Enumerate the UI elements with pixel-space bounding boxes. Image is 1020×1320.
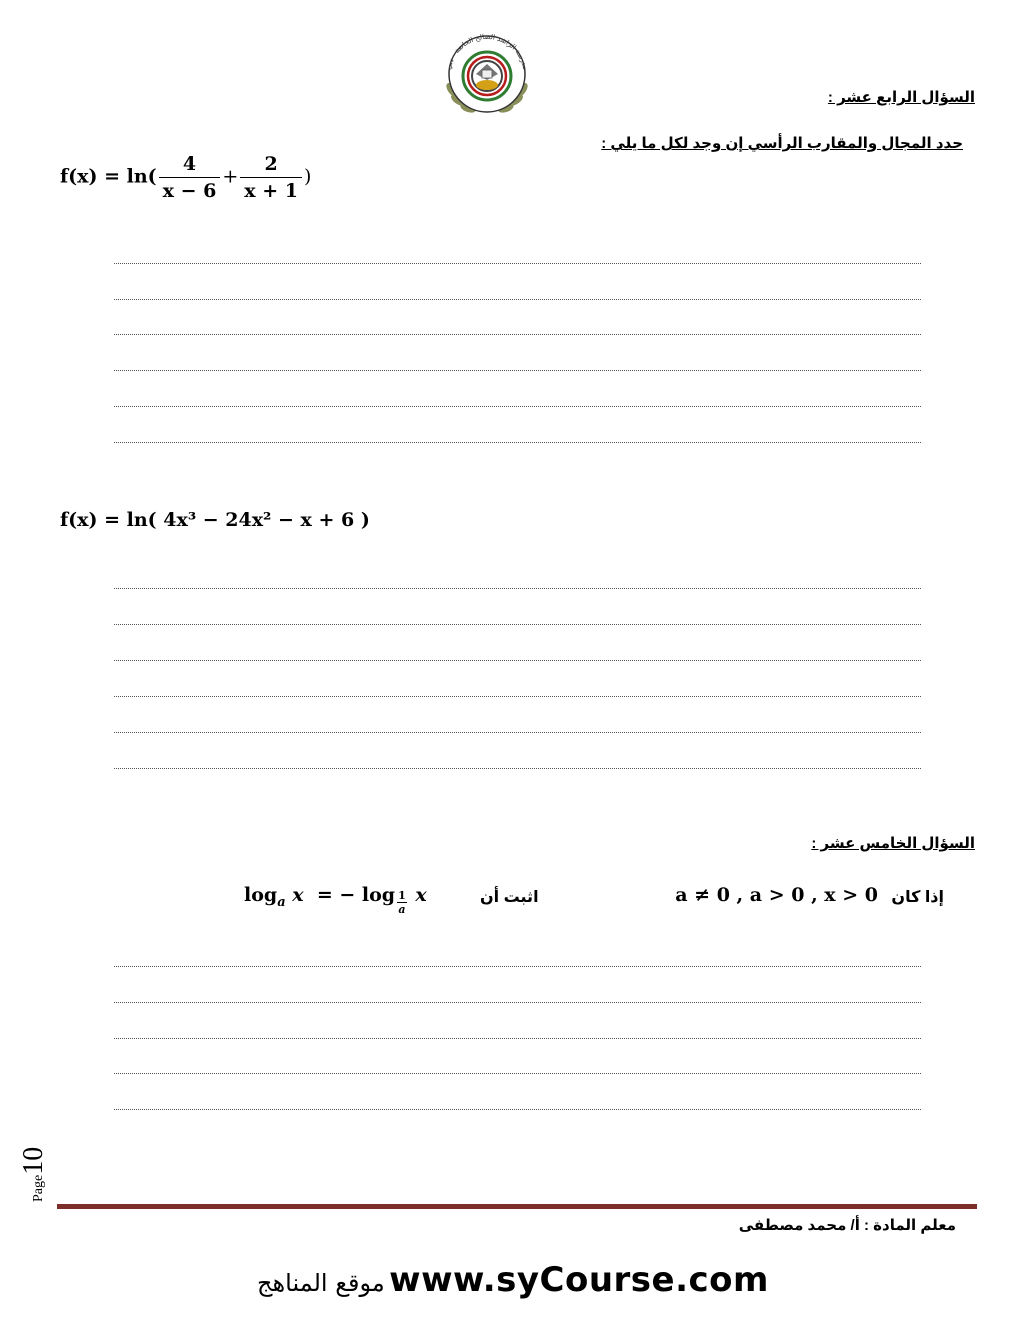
fraction-1-numerator: 4 <box>182 153 197 175</box>
function-2-formula: f(x) = ln( 4x³ − 24x² − x + 6 ) <box>60 509 370 531</box>
answer-line <box>114 263 921 264</box>
log-identity <box>244 884 427 916</box>
question-14-title: السؤال الرابع عشر : <box>827 89 975 106</box>
site-url[interactable]: www.syCourse.com <box>389 1260 769 1300</box>
question-14-instruction: حدد المجال والمقارب الرأسي إن وجد لكل ما يلي : <box>601 135 963 152</box>
page-number-value: 10 <box>18 1146 49 1175</box>
log-lhs-var: x <box>292 884 304 906</box>
conditions: a ≠ 0 , a > 0 , x > 0 <box>675 884 878 906</box>
log-lhs: log <box>244 884 278 906</box>
answer-line <box>114 1002 921 1003</box>
school-logo <box>438 30 536 118</box>
log-lhs-base: a <box>277 894 286 910</box>
fraction-2-denominator: x + 1 <box>240 177 302 202</box>
footer-rule <box>57 1204 977 1209</box>
answer-line <box>114 624 921 625</box>
log-rhs: log <box>361 884 396 906</box>
page-label: Page <box>31 1174 46 1202</box>
teacher-name: معلم المادة : أ/ محمد مصطفى <box>738 1217 956 1234</box>
answer-line <box>114 966 921 967</box>
svg-text:مدرسة الراشد الصالح الخاصة - د: مدرسة الراشد الصالح الخاصة - دبي <box>444 32 530 71</box>
function-1-formula <box>60 153 311 202</box>
fraction-2 <box>240 153 302 202</box>
log-rhs-var: x <box>415 884 427 906</box>
site-footer <box>0 1260 1020 1300</box>
answer-line <box>114 732 921 733</box>
school-seal-icon <box>438 30 536 118</box>
answer-line <box>114 334 921 335</box>
question-15-title: السؤال الخامس عشر : <box>811 835 975 852</box>
answer-line <box>114 1038 921 1039</box>
function-1-lhs: f(x) = ln( <box>60 165 157 188</box>
if-label: إذا كان <box>891 889 944 906</box>
answer-line <box>114 1109 921 1110</box>
answer-line <box>114 660 921 661</box>
fraction-1-denominator: x − 6 <box>159 177 221 202</box>
site-name: موقع المناهج <box>257 1269 385 1297</box>
answer-line <box>114 696 921 697</box>
page-number <box>12 1110 72 1210</box>
answer-line <box>114 588 921 589</box>
answer-line <box>114 1073 921 1074</box>
answer-line <box>114 370 921 371</box>
fraction-2-numerator: 2 <box>264 153 278 175</box>
function-1-close-paren: ) <box>303 165 312 188</box>
answer-line <box>114 768 921 769</box>
plus-sign: + <box>222 165 239 188</box>
answer-line <box>114 299 921 300</box>
log-rhs-base: $\frac{1}{a}$ <box>398 889 406 916</box>
fraction-1 <box>159 153 221 202</box>
answer-line <box>114 442 921 443</box>
prove-label: اثبت أن <box>480 889 539 906</box>
question-15-statement <box>244 884 944 934</box>
answer-line <box>114 406 921 407</box>
equals-minus: = − <box>316 884 356 906</box>
